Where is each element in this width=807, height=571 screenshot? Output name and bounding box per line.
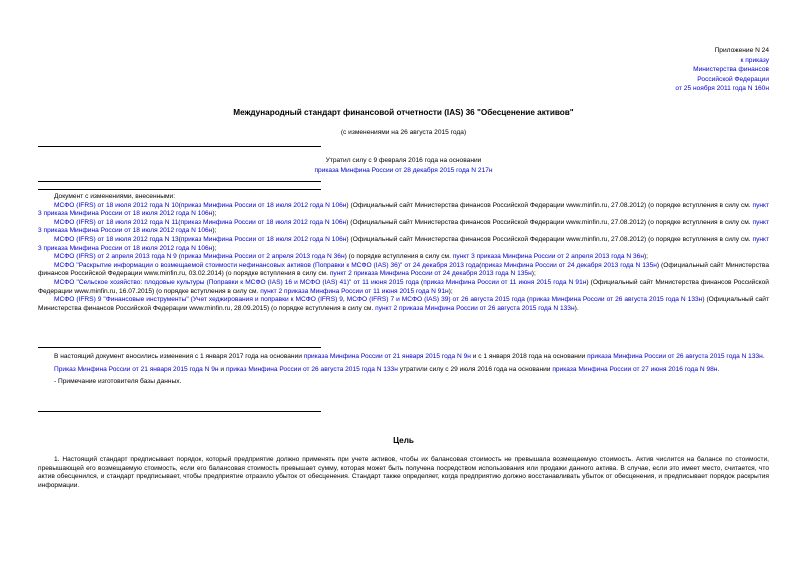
document-subtitle: (с изменениями на 26 августа 2015 года) [340,129,467,136]
change-link[interactable]: МСФО (IFRS) 9 "Финансовые инструменты" (Учет хеджирования и поправки к МСФО (IFRS) 9, МСФО (IFRS) 7 и МСФО (IAS) 39) от 26 августа 2015 года [54,296,525,304]
appendix-link-order[interactable]: к приказу [740,56,769,64]
changes-header: Документ с изменениями, внесенными: [54,193,176,200]
change-item: МСФО (IFRS) от 2 апреля 2013 года N 9 (приказ Минфина России от 2 апреля 2013 года N 36н) (о порядке вступления в силу см. пункт 3 приказа Минфина России от 2 апреля 2013 года N 36н); [54,253,648,261]
divider [38,146,321,147]
change-effective-link[interactable]: пункт 3 приказа Минфина России от 18 июля 2012 года N 106н [38,235,769,252]
change-link[interactable]: МСФО "Раскрытие информации о возмещаемой стоимости нефинансовых активов (Поправки к МСФО (IAS) 36)" от 24 декабря 2013 года [54,261,480,269]
note-repealed: Приказ Минфина России от 21 января 2015 года N 9н и приказ Минфина России от 26 августа 2015 года N 133н утратили силу с 29 июля 2016 года на основании приказа Минфина России от 27 июня 2016 года N 98н. [54,365,720,373]
lost-force-text: Утратил силу с 9 февраля 2016 года на основании [325,157,482,164]
paragraph-1: 1. Настоящий стандарт предписывает порядок, который предприятие должно применять при учете активов, чтобы их балансовая стоимость не превышала возмещаемую стоимость. Актив числится на балансе по стоимости, превышающей его возмещаемую стоимость, если его балансовая стоимость превышает сумму, которая может быть получена посредством использования или продажи данного актива. В случае, если это имеет место, считается, что актив обесценился, и стандарт предписывает, чтобы предприятие отразило убыток от обесценения. Стандарт также определяет, когда предприятию должно восстанавливать убыток от обесценения, и предписывает порядок раскрытия информации. [38,456,769,489]
change-item: МСФО (IFRS) от 18 июля 2012 года N 13(приказ Минфина России от 18 июля 2012 года N 106н) (Официальный сайт Министерства финансов Российской Федерации www.minfin.ru, 27.08.2012) (о порядке вступления в силу см. пункт 3 приказа Минфина России от 18 июля 2012 года N 106н); [38,235,769,252]
appendix-link-federation[interactable]: Российской Федерации [697,75,769,83]
change-link[interactable]: МСФО "Сельское хозяйство: плодовые культуры (Поправки к МСФО (IAS) 16 и МСФО (IAS) 41)" от 11 июня 2015 года [54,278,419,286]
change-link[interactable]: МСФО (IFRS) от 18 июля 2012 года N 10 [54,201,179,209]
change-item: МСФО "Раскрытие информации о возмещаемой стоимости нефинансовых активов (Поправки к МСФО (IAS) 36)" от 24 декабря 2013 года(приказ Минфина России от 24 декабря 2013 года N 135н) (Официальный сайт Министерства финансов Российской Федерации www.minfin.ru, 03.02.2014) (о порядке вступления в силу см. пункт 2 приказа Минфина России от 24 декабря 2013 года N 135н); [38,261,770,278]
change-link[interactable]: МСФО (IFRS) от 18 июля 2012 года N 11 [54,218,179,226]
document-title: Международный стандарт финансовой отчетности (IAS) 36 "Обесценение активов" [233,108,574,117]
note-link[interactable]: приказа Минфина России от 26 августа 2015 года N 133н [587,353,763,360]
change-item: МСФО (IFRS) от 18 июля 2012 года N 11(приказ Минфина России от 18 июля 2012 года N 106н) (Официальный сайт Министерства финансов Российской Федерации www.minfin.ru, 27.08.2012) (о порядке вступления в силу см. пункт 3 приказа Минфина России от 18 июля 2012 года N 106н); [38,218,770,235]
change-order-link[interactable]: приказ Минфина России от 18 июля 2012 года N 106н [180,201,347,209]
change-order-link[interactable]: приказ Минфина России от 24 декабря 2013 года N 135н [481,261,657,269]
note-link[interactable]: приказ Минфина России от 26 августа 2015 года N 133н [225,365,398,373]
change-order-link[interactable]: приказ Минфина России от 18 июля 2012 года N 106н [180,218,347,226]
change-effective-link[interactable]: пункт 2 приказа Минфина России от 24 декабря 2013 года N 135н [329,270,532,278]
change-item: МСФО (IFRS) 9 "Финансовые инструменты" (Учет хеджирования и поправки к МСФО (IFRS) 9, МСФО (IFRS) 7 и МСФО (IAS) 39) от 26 августа 2015 года (приказ Минфина России от 26 августа 2015 года N 133н) (Официальный сайт Министерства финансов Российской Федерации www.minfin.ru, 28.09.2015) (о порядке вступления в силу см. пункт 2 приказа Минфина России от 26 августа 2015 года N 133н). [38,296,770,312]
note-db-maker: - Примечание изготовителя базы данных. [54,378,182,386]
change-order-link[interactable]: приказ Минфина России от 26 августа 2015 года N 133н [529,296,703,304]
appendix-link-ministry[interactable]: Министерства финансов [693,66,769,74]
changes-list [38,193,769,313]
notes [38,353,769,387]
change-item: МСФО (IFRS) от 18 июля 2012 года N 10(приказ Минфина России от 18 июля 2012 года N 106н) (Официальный сайт Министерства финансов Российской Федерации www.minfin.ru, 27.08.2012) (о порядке вступления в силу см. пункт 3 приказа Минфина России от 18 июля 2012 года N 106н); [38,201,769,218]
change-effective-link[interactable]: пункт 2 приказа Минфина России от 26 августа 2015 года N 133н [375,304,575,312]
change-item: МСФО "Сельское хозяйство: плодовые культуры (Поправки к МСФО (IAS) 16 и МСФО (IAS) 41)" от 11 июня 2015 года (приказ Минфина России от 11 июня 2015 года N 91н) (Официальный сайт Министерства финансов Российской Федерации www.minfin.ru, 16.07.2015) (о порядке вступления в силу см. пункт 2 приказа Минфина России от 11 июня 2015 года N 91н); [38,278,769,295]
note-link[interactable]: приказа Минфина России от 27 июня 2016 года N 98н [552,365,718,373]
change-effective-link[interactable]: пункт 3 приказа Минфина России от 2 апреля 2013 года N 36н [452,253,644,261]
appendix-block [675,46,769,94]
divider [38,181,321,182]
divider [38,411,321,412]
note-link[interactable]: Приказ Минфина России от 21 января 2015 года N 9н [54,365,219,373]
divider [38,347,321,348]
section-heading-goal: Цель [393,436,414,445]
divider [38,189,321,190]
note-changes: В настоящий документ вносились изменения с 1 января 2017 года на основании приказа Минфина России от 21 января 2015 года N 9н и с 1 января 2018 года на основании приказа Минфина России от 26 августа 2015 года N 133н. [54,353,765,360]
appendix-number: Приложение N 24 [714,47,769,54]
change-order-link[interactable]: приказ Минфина России от 11 июня 2015 года N 91н [423,278,587,286]
change-effective-link[interactable]: пункт 3 приказа Минфина России от 18 июля 2012 года N 106н [38,218,770,235]
change-effective-link[interactable]: пункт 2 приказа Минфина России от 11 июня 2015 года N 91н [260,287,449,295]
change-effective-link[interactable]: пункт 3 приказа Минфина России от 18 июля 2012 года N 106н [38,201,769,218]
lost-force-link[interactable]: приказа Минфина России от 28 декабря 2015 года N 217н [314,166,493,174]
note-link[interactable]: приказа Минфина России от 21 января 2015 года N 9н [303,353,471,360]
appendix-link-date[interactable]: от 25 ноября 2011 года N 160н [675,85,769,93]
lost-force-notice [0,156,807,175]
change-link[interactable]: МСФО (IFRS) от 18 июля 2012 года N 13 [54,235,179,243]
change-link[interactable]: МСФО (IFRS) от 2 апреля 2013 года N 9 [54,253,177,261]
change-order-link[interactable]: приказ Минфина России от 18 июля 2012 года N 106н [180,235,347,243]
change-order-link[interactable]: приказ Минфина России от 2 апреля 2013 года N 36н [180,253,345,261]
